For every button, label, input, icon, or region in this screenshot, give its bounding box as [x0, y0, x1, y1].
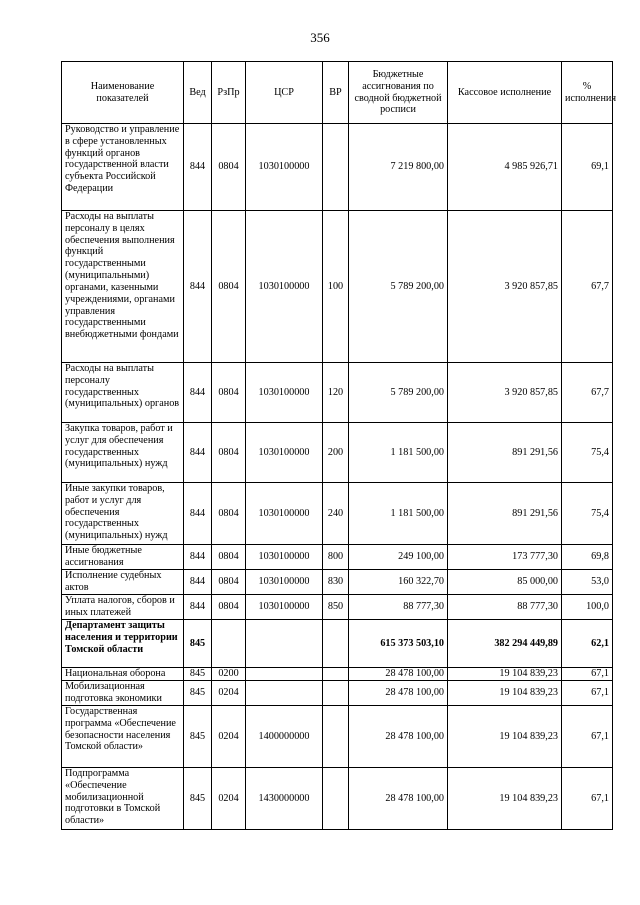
cell-vr: 850 — [323, 595, 349, 620]
cell-cash: 19 104 839,23 — [448, 706, 562, 768]
cell-csr: 1430000000 — [246, 768, 323, 830]
cell-rzpr: 0804 — [212, 570, 246, 595]
cell-vr — [323, 668, 349, 681]
cell-cash: 19 104 839,23 — [448, 668, 562, 681]
header-budget: Бюджетные ассигнования по сводной бюджетной росписи — [349, 62, 448, 124]
cell-budget: 7 219 800,00 — [349, 124, 448, 211]
cell-name: Иные бюджетные ассигнования — [62, 545, 184, 570]
cell-cash: 891 291,56 — [448, 483, 562, 545]
cell-pct: 53,0 — [562, 570, 613, 595]
cell-cash: 85 000,00 — [448, 570, 562, 595]
cell-rzpr: 0804 — [212, 423, 246, 483]
cell-vr — [323, 706, 349, 768]
cell-budget: 28 478 100,00 — [349, 706, 448, 768]
cell-rzpr: 0804 — [212, 363, 246, 423]
cell-pct: 100,0 — [562, 595, 613, 620]
cell-vr: 830 — [323, 570, 349, 595]
page-number: 356 — [310, 30, 330, 45]
cell-ved: 845 — [184, 706, 212, 768]
cell-budget: 5 789 200,00 — [349, 363, 448, 423]
cell-vr: 100 — [323, 211, 349, 363]
header-csr: ЦСР — [246, 62, 323, 124]
cell-ved: 844 — [184, 483, 212, 545]
cell-cash: 19 104 839,23 — [448, 768, 562, 830]
cell-csr: 1400000000 — [246, 706, 323, 768]
cell-budget: 28 478 100,00 — [349, 681, 448, 706]
table-row — [62, 706, 613, 768]
cell-ved: 844 — [184, 595, 212, 620]
cell-cash: 3 920 857,85 — [448, 363, 562, 423]
cell-pct: 75,4 — [562, 423, 613, 483]
budget-table — [61, 61, 617, 830]
cell-budget: 28 478 100,00 — [349, 768, 448, 830]
cell-name: Мобилизационная подготовка экономики — [62, 681, 184, 706]
header-vr: ВР — [323, 62, 349, 124]
cell-name: Уплата налогов, сборов и иных платежей — [62, 595, 184, 620]
table-row — [62, 423, 613, 483]
cell-name: Подпрограмма «Обеспечение мобилизационной подготовки в Томской области» — [62, 768, 184, 830]
cell-vr — [323, 124, 349, 211]
cell-csr: 1030100000 — [246, 570, 323, 595]
cell-name: Расходы на выплаты персоналу государственных (муниципальных) органов — [62, 363, 184, 423]
cell-budget: 88 777,30 — [349, 595, 448, 620]
table-row — [62, 620, 613, 668]
cell-name: Департамент защиты населения и территории Томской области — [62, 620, 184, 668]
cell-name: Руководство и управление в сфере установленных функций органов государственной власти субъекта Российской Федерации — [62, 124, 184, 211]
cell-budget: 1 181 500,00 — [349, 423, 448, 483]
cell-pct: 67,1 — [562, 681, 613, 706]
header-cash: Кассовое исполнение — [448, 62, 562, 124]
cell-csr: 1030100000 — [246, 363, 323, 423]
header-pct: % исполнения — [562, 62, 613, 124]
table-row — [62, 363, 613, 423]
cell-ved: 844 — [184, 570, 212, 595]
cell-pct: 67,1 — [562, 706, 613, 768]
cell-csr — [246, 681, 323, 706]
cell-name: Закупка товаров, работ и услуг для обеспечения государственных (муниципальных) нужд — [62, 423, 184, 483]
cell-rzpr: 0204 — [212, 681, 246, 706]
cell-pct: 75,4 — [562, 483, 613, 545]
cell-rzpr: 0804 — [212, 124, 246, 211]
cell-rzpr: 0200 — [212, 668, 246, 681]
cell-pct: 69,1 — [562, 124, 613, 211]
cell-vr: 200 — [323, 423, 349, 483]
cell-budget: 615 373 503,10 — [349, 620, 448, 668]
cell-csr: 1030100000 — [246, 211, 323, 363]
header-name: Наименование показателей — [62, 62, 184, 124]
cell-vr: 240 — [323, 483, 349, 545]
cell-pct: 67,7 — [562, 211, 613, 363]
cell-name: Иные закупки товаров, работ и услуг для обеспечения государственных (муниципальных) нужд — [62, 483, 184, 545]
cell-budget: 28 478 100,00 — [349, 668, 448, 681]
cell-name: Национальная оборона — [62, 668, 184, 681]
cell-ved: 845 — [184, 768, 212, 830]
table-row — [62, 124, 613, 211]
cell-csr: 1030100000 — [246, 483, 323, 545]
header-rzpr: РзПр — [212, 62, 246, 124]
cell-vr — [323, 681, 349, 706]
cell-csr — [246, 620, 323, 668]
table-row — [62, 681, 613, 706]
cell-ved: 844 — [184, 124, 212, 211]
cell-cash: 88 777,30 — [448, 595, 562, 620]
cell-name: Исполнение судебных актов — [62, 570, 184, 595]
cell-cash: 3 920 857,85 — [448, 211, 562, 363]
cell-cash: 19 104 839,23 — [448, 681, 562, 706]
cell-rzpr: 0204 — [212, 768, 246, 830]
cell-rzpr: 0804 — [212, 545, 246, 570]
table-row — [62, 545, 613, 570]
cell-rzpr — [212, 620, 246, 668]
cell-vr — [323, 768, 349, 830]
cell-budget: 1 181 500,00 — [349, 483, 448, 545]
table-row — [62, 483, 613, 545]
cell-name: Расходы на выплаты персоналу в целях обеспечения выполнения функций государственными (муниципальными) органами, казенными учреждениями, органами управления государственными внебюджетными фондами — [62, 211, 184, 363]
cell-rzpr: 0204 — [212, 706, 246, 768]
cell-vr: 800 — [323, 545, 349, 570]
cell-rzpr: 0804 — [212, 483, 246, 545]
cell-cash: 382 294 449,89 — [448, 620, 562, 668]
table-row — [62, 570, 613, 595]
table-row — [62, 211, 613, 363]
cell-csr: 1030100000 — [246, 595, 323, 620]
cell-pct: 62,1 — [562, 620, 613, 668]
cell-cash: 173 777,30 — [448, 545, 562, 570]
cell-ved: 844 — [184, 545, 212, 570]
cell-ved: 845 — [184, 681, 212, 706]
cell-cash: 891 291,56 — [448, 423, 562, 483]
cell-vr: 120 — [323, 363, 349, 423]
cell-csr: 1030100000 — [246, 545, 323, 570]
cell-budget: 160 322,70 — [349, 570, 448, 595]
header-row — [62, 62, 613, 124]
cell-ved: 845 — [184, 620, 212, 668]
cell-csr — [246, 668, 323, 681]
cell-cash: 4 985 926,71 — [448, 124, 562, 211]
cell-pct: 67,7 — [562, 363, 613, 423]
cell-ved: 845 — [184, 668, 212, 681]
cell-csr: 1030100000 — [246, 423, 323, 483]
cell-ved: 844 — [184, 423, 212, 483]
table-row — [62, 595, 613, 620]
cell-ved: 844 — [184, 211, 212, 363]
cell-pct: 67,1 — [562, 668, 613, 681]
cell-budget: 249 100,00 — [349, 545, 448, 570]
cell-name: Государственная программа «Обеспечение безопасности населения Томской области» — [62, 706, 184, 768]
cell-rzpr: 0804 — [212, 595, 246, 620]
table-row — [62, 668, 613, 681]
cell-pct: 67,1 — [562, 768, 613, 830]
header-ved: Вед — [184, 62, 212, 124]
cell-rzpr: 0804 — [212, 211, 246, 363]
cell-csr: 1030100000 — [246, 124, 323, 211]
cell-pct: 69,8 — [562, 545, 613, 570]
cell-budget: 5 789 200,00 — [349, 211, 448, 363]
cell-vr — [323, 620, 349, 668]
cell-ved: 844 — [184, 363, 212, 423]
table-row — [62, 768, 613, 830]
